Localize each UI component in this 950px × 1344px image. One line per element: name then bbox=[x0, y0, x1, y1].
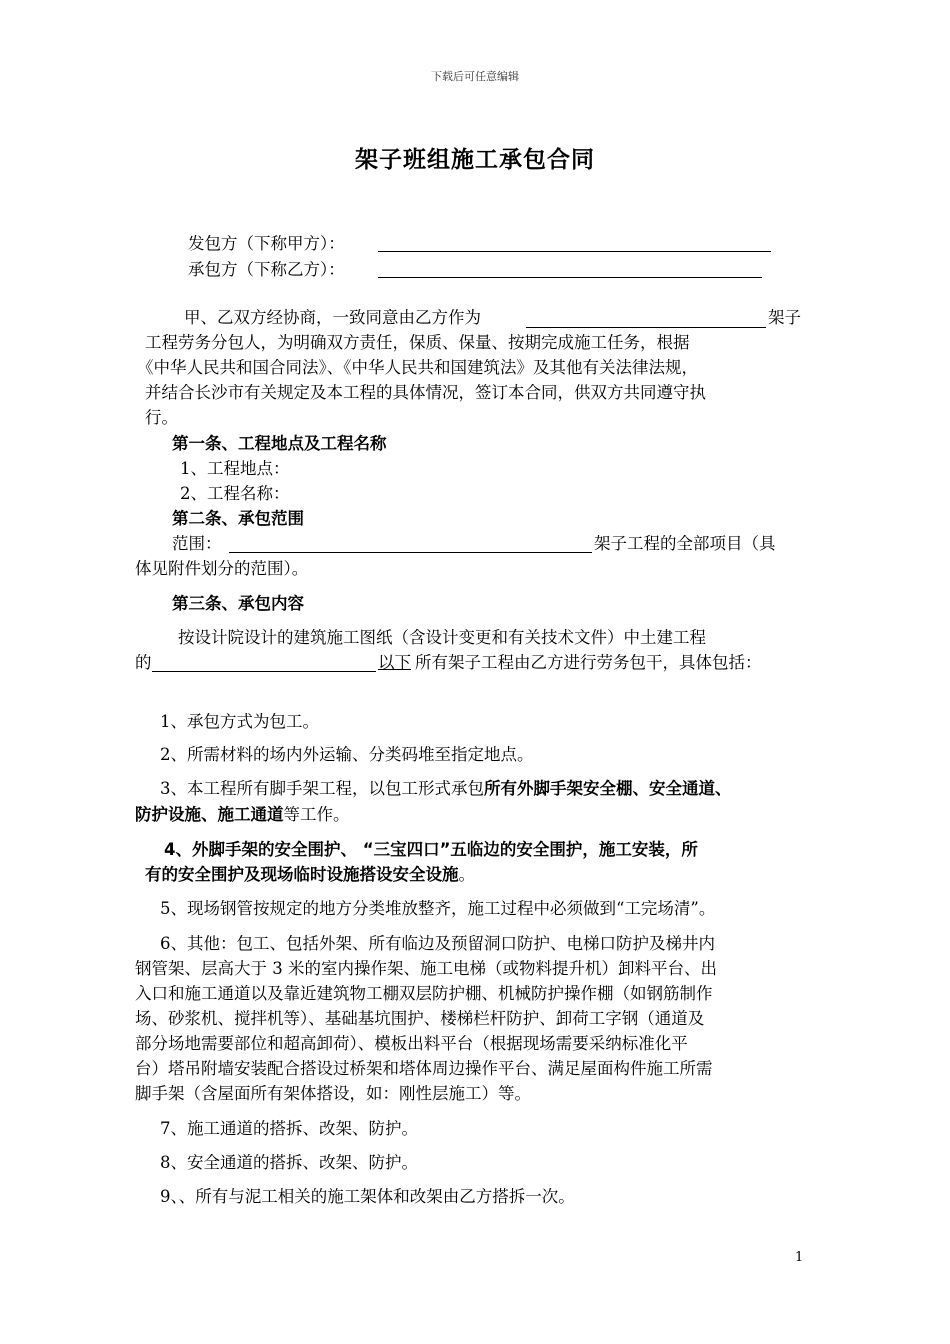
article-1-item-2: 2、工程名称： bbox=[180, 484, 290, 503]
intro-line-1b: 架子 bbox=[768, 308, 801, 327]
item-6-line-6: 台）塔吊附墙安装配合搭设过桥架和塔体周边操作平台、满足屋面构件施工所需 bbox=[135, 1059, 713, 1078]
article-1-item-1: 1、工程地点： bbox=[180, 459, 290, 478]
article-3-line-2b: 以下 bbox=[378, 653, 411, 672]
item-4-text-b: 有的安全围护及现场临时设施搭设安全设施 bbox=[145, 865, 459, 884]
item-6-line-2: 钢管架、层高大于 3 米的室内操作架、施工电梯（或物料提升机）卸料平台、出 bbox=[135, 959, 717, 978]
article-2-line-1b: 架子工程的全部项目（具 bbox=[594, 534, 776, 553]
party-b-label: 承包方（下称乙方）： bbox=[188, 260, 345, 279]
intro-line-4: 并结合长沙市有关规定及本工程的具体情况，签订本合同，供双方共同遵守执 bbox=[145, 383, 706, 402]
article-2-line-1a: 范围： bbox=[172, 534, 222, 553]
article-1-heading: 第一条、工程地点及工程名称 bbox=[172, 434, 387, 453]
item-3-text-b: 所有外脚手架安全棚、安全通道、 bbox=[484, 779, 732, 798]
item-3-text-c: 防护设施、施工通道 bbox=[135, 805, 284, 824]
item-5: 5、现场钢管按规定的地方分类堆放整齐，施工过程中必须做到“工完场清”。 bbox=[160, 899, 716, 918]
intro-line-1a: 甲、乙双方经协商，一致同意由乙方作为 bbox=[184, 308, 481, 327]
item-3-text-a: 3、本工程所有脚手架工程，以包工形式承包 bbox=[160, 779, 484, 798]
item-8: 8、安全通道的搭拆、改架、防护。 bbox=[160, 1153, 418, 1172]
document-title: 架子班组施工承包合同 bbox=[355, 147, 595, 173]
intro-line-5: 行。 bbox=[145, 408, 178, 427]
item-3-line-1 bbox=[160, 777, 732, 801]
party-a-label: 发包方（下称甲方）： bbox=[188, 234, 345, 253]
page-header: 下载后可任意编辑 bbox=[431, 70, 519, 83]
article-3-line-2a: 的 bbox=[135, 653, 152, 672]
article-2-heading: 第二条、承包范围 bbox=[172, 509, 304, 528]
item-4-text-c: 。 bbox=[458, 865, 475, 884]
item-9: 9、、所有与泥工相关的施工架体和改架由乙方搭拆一次。 bbox=[160, 1187, 575, 1206]
item-1: 1、承包方式为包工。 bbox=[160, 712, 319, 731]
article-3-heading: 第三条、承包内容 bbox=[172, 594, 304, 613]
article-3-line-1: 按设计院设计的建筑施工图纸（含设计变更和有关技术文件）中土建工程 bbox=[178, 628, 706, 647]
item-2: 2、所需材料的场内外运输、分类码堆至指定地点。 bbox=[160, 745, 534, 764]
intro-line-2: 工程劳务分包人，为明确双方责任，保质、保量、按期完成施工任务，根据 bbox=[145, 333, 690, 352]
item-6-line-1: 6、其他：包工、包括外架、所有临边及预留洞口防护、电梯口防护及梯井内 bbox=[160, 934, 715, 953]
item-4-line-1: 4、外脚手架的安全围护、 “三宝四口”五临边的安全围护，施工安装，所 bbox=[164, 840, 698, 859]
article-3-line-2c: 所有架子工程由乙方进行劳务包干，具体包括： bbox=[415, 653, 762, 672]
party-a-blank[interactable] bbox=[378, 251, 771, 252]
page-number: 1 bbox=[795, 1250, 804, 1265]
item-3-text-d: 等工作。 bbox=[283, 805, 350, 824]
intro-line-3: 《中华人民共和国合同法》、《中华人民共和国建筑法》及其他有关法律法规， bbox=[137, 358, 698, 377]
item-4-line-2 bbox=[145, 863, 475, 887]
item-6-line-7: 脚手架（含屋面所有架体搭设，如：刚性层施工）等。 bbox=[135, 1084, 531, 1103]
item-6-line-3: 入口和施工通道以及靠近建筑物工棚双层防护棚、机械防护操作棚（如钢筋制作 bbox=[135, 984, 713, 1003]
item-3-line-2 bbox=[135, 803, 350, 827]
intro-project-blank[interactable] bbox=[526, 327, 766, 328]
item-7: 7、施工通道的搭拆、改架、防护。 bbox=[160, 1119, 418, 1138]
scope-blank[interactable] bbox=[229, 552, 592, 553]
article-2-line-2: 体见附件划分的范围）。 bbox=[135, 559, 309, 578]
item-6-line-5: 部分场地需要部位和超高卸荷）、模板出料平台（根据现场需要采纳标准化平 bbox=[135, 1034, 688, 1053]
content-blank[interactable] bbox=[152, 671, 376, 672]
item-6-line-4: 场、砂浆机、搅拌机等）、基础基坑围护、楼梯栏杆防护、卸荷工字钢（通道及 bbox=[135, 1009, 705, 1028]
party-b-blank[interactable] bbox=[378, 277, 762, 278]
